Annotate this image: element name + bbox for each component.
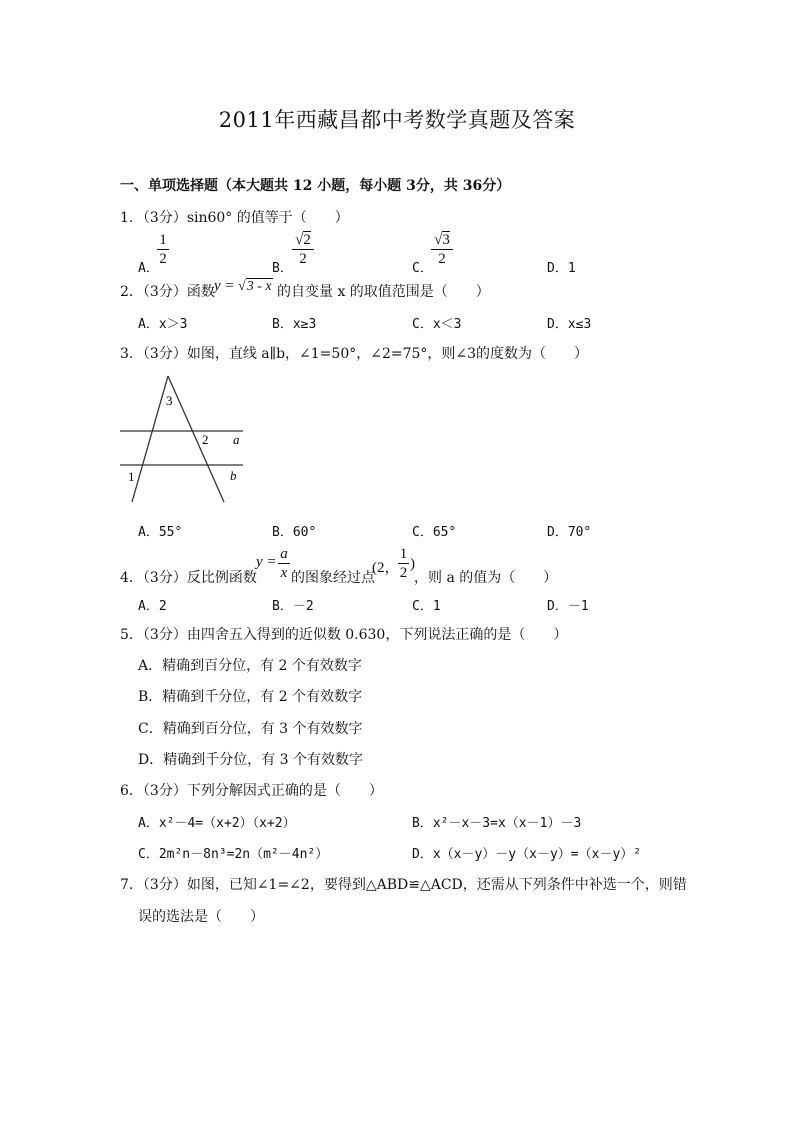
q6-option-b: B．x²－x－3=x（x－1）－3 xyxy=(412,816,582,831)
question-2-suffix: 的自变量 x 的取值范围是（ ） xyxy=(277,284,490,300)
angle-2-label: 2 xyxy=(202,432,209,447)
q4-option-c: C．1 xyxy=(412,599,441,614)
fraction-numerator: 1 xyxy=(159,232,167,248)
fraction-numerator xyxy=(431,232,453,248)
q4-point-close: ) xyxy=(410,556,415,572)
q2-option-a: A．x＞3 xyxy=(138,317,188,332)
fraction-denominator: 2 xyxy=(399,565,408,581)
radicand: 3 xyxy=(442,232,450,248)
q6-option-a: A．x²－4=（x+2）（x+2） xyxy=(138,816,296,831)
transversal-left xyxy=(132,376,168,502)
q1-option-a-fraction xyxy=(157,232,169,267)
q2-option-c: C．x＜3 xyxy=(412,317,462,332)
fraction-denominator: x xyxy=(280,565,288,581)
page-title: 2011年西藏昌都中考数学真题及答案 xyxy=(218,108,576,132)
q2-sqrt-expression xyxy=(238,279,273,295)
question-5-stem: 5．（3分）由四舍五入得到的近似数 0.630，下列说法正确的是（ ） xyxy=(120,627,568,643)
q4-function-lhs: y = xyxy=(256,554,277,570)
q3-option-d: D．70° xyxy=(547,525,592,540)
q4-function-fraction xyxy=(278,546,290,581)
question-1-stem: 1．（3分）sin60° 的值等于（ ） xyxy=(120,210,349,226)
q5-option-c: C．精确到百分位，有 3 个有效数字 xyxy=(138,721,363,737)
fraction-numerator xyxy=(292,232,314,248)
q2-option-d: D．x≤3 xyxy=(547,317,592,332)
angle-3-label: 3 xyxy=(166,393,173,408)
q6-option-d: D．x（x－y）－y（x－y）=（x－y）² xyxy=(412,847,642,862)
q4-option-b: B．－2 xyxy=(272,599,314,614)
q6-option-c: C．2m²n－8n³=2n（m²－4n²） xyxy=(138,847,329,862)
q1-option-a-label: A． xyxy=(138,261,159,276)
question-2-prefix: 2．（3分）函数 xyxy=(120,284,215,300)
transversal-right xyxy=(168,376,224,502)
sqrt-sign: √ xyxy=(434,232,443,248)
sqrt-sign: √ xyxy=(238,279,246,294)
fraction-denominator: 2 xyxy=(438,251,446,267)
fraction-bar xyxy=(157,249,169,250)
q5-option-d: D．精确到千分位，有 3 个有效数字 xyxy=(138,752,364,768)
fraction-numerator: 1 xyxy=(399,546,408,562)
q4-point-fraction xyxy=(398,546,409,581)
q1-option-b-fraction xyxy=(292,232,314,267)
question-4-suffix: ，则 a 的值为（ ） xyxy=(414,570,558,586)
q1-option-c-fraction xyxy=(431,232,453,267)
question-7-line-2: 误的选法是（ ） xyxy=(138,909,264,925)
q5-option-b: B．精确到千分位，有 2 个有效数字 xyxy=(138,689,363,705)
fraction-bar xyxy=(431,249,453,250)
q4-option-a: A．2 xyxy=(138,599,167,614)
q1-option-b-label: B． xyxy=(272,261,293,276)
question-7-line-1: 7．（3分）如图，已知∠1=∠2，要得到△ABD≌△ACD，还需从下列条件中补选一个，则错 xyxy=(120,877,687,893)
line-a-label: a xyxy=(233,432,240,447)
angle-1-label: 1 xyxy=(128,469,135,484)
question-4-middle: 的图象经过点 xyxy=(291,570,375,586)
radicand: 3 - x xyxy=(246,279,272,294)
fraction-denominator: 2 xyxy=(299,251,307,267)
fraction-denominator: 2 xyxy=(159,251,167,267)
question-3-stem: 3．（3分）如图，直线 a∥b，∠1=50°，∠2=75°，则∠3的度数为（ ） xyxy=(120,346,589,362)
q1-option-c-label: C． xyxy=(412,261,433,276)
question-4-prefix: 4．（3分）反比例函数 xyxy=(120,570,257,586)
q3-option-b: B．60° xyxy=(272,525,317,540)
fraction-bar xyxy=(292,249,314,250)
radicand: 2 xyxy=(303,232,311,248)
fraction-numerator: a xyxy=(280,546,288,562)
q1-option-d: D．1 xyxy=(547,261,576,276)
q5-option-a: A．精确到百分位，有 2 个有效数字 xyxy=(138,658,362,674)
q2-option-b: B．x≥3 xyxy=(272,317,317,332)
q3-option-c: C．65° xyxy=(412,525,457,540)
q3-parallel-lines-figure xyxy=(118,372,248,504)
q3-option-a: A．55° xyxy=(138,525,183,540)
q4-point-open: (2， xyxy=(372,560,400,576)
q4-option-d: D．－1 xyxy=(547,599,589,614)
fraction-bar xyxy=(278,563,290,564)
section-heading: 一、单项选择题（本大题共 12 小题，每小题 3分，共 36分） xyxy=(120,178,511,194)
sqrt-sign: √ xyxy=(295,232,304,248)
question-6-stem: 6．（3分）下列分解因式正确的是（ ） xyxy=(120,783,383,799)
q2-function-lhs: y = xyxy=(214,278,235,294)
fraction-bar xyxy=(398,563,409,564)
line-b-label: b xyxy=(230,468,237,483)
